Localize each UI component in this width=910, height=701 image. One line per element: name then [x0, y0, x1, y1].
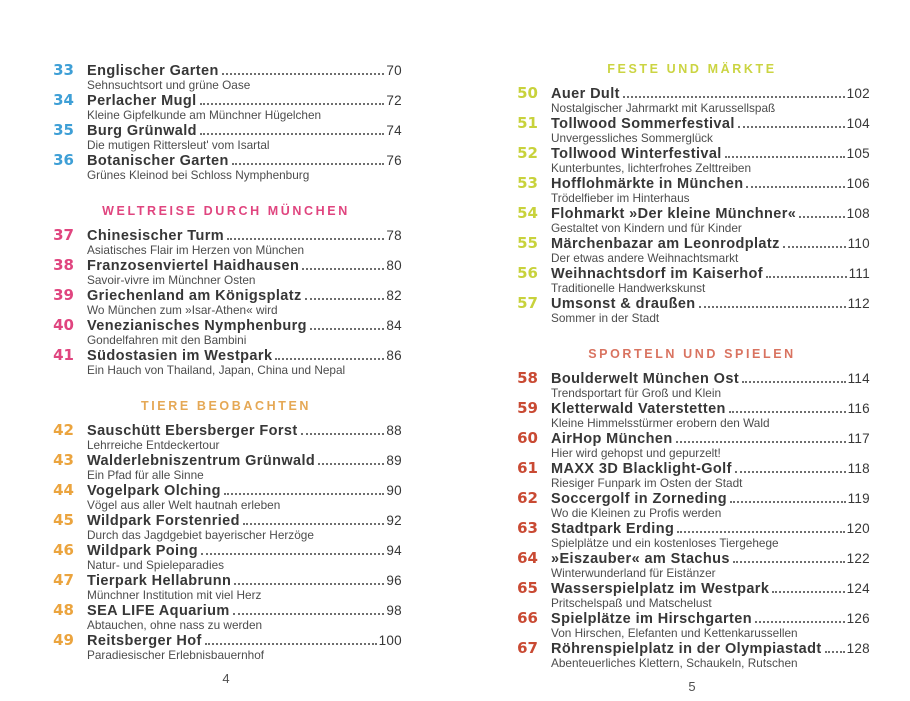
- toc-entry: [514, 85, 870, 115]
- leader-dots: [783, 246, 846, 248]
- toc-section: [50, 399, 402, 662]
- toc-section: [514, 347, 870, 670]
- entry-subtitle: Winterwunderland für Eistänzer: [551, 566, 716, 580]
- entry-subtitle: Kunterbuntes, lichterfrohes Zelttreiben: [551, 161, 751, 175]
- leader-dots: [200, 103, 385, 105]
- leader-dots: [825, 651, 845, 653]
- page-number-left: 4: [222, 671, 230, 686]
- entry-number: 53: [517, 174, 538, 192]
- toc-entry: [514, 550, 870, 580]
- entry-subtitle: Nostalgischer Jahrmarkt mit Karussellspaß: [551, 101, 776, 115]
- entry-page-number: 112: [847, 296, 870, 311]
- leader-dots: [799, 216, 844, 218]
- leader-dots: [224, 493, 385, 495]
- entry-title: Stadtpark Erding: [551, 521, 675, 537]
- entry-number: 44: [53, 481, 74, 499]
- entry-page-number: 78: [386, 228, 402, 243]
- section-entries: [50, 62, 402, 182]
- entry-page-number: 118: [847, 461, 870, 476]
- entry-page-number: 124: [846, 581, 870, 596]
- toc-entry-row: [514, 580, 870, 597]
- leader-dots: [232, 163, 385, 165]
- toc-sections-right: [514, 62, 870, 670]
- toc-entry: [50, 92, 402, 122]
- entry-title: Sauschütt Ebersberger Forst: [87, 423, 298, 439]
- toc-entry-row: [514, 460, 870, 477]
- entry-title: Röhrenspielplatz in der Olympiastadt: [551, 641, 822, 657]
- toc-entry-row: [50, 512, 402, 529]
- toc-entry: [50, 257, 402, 287]
- entry-number: 40: [53, 316, 74, 334]
- toc-section: [50, 204, 402, 377]
- toc-entry-row: [514, 175, 870, 192]
- entry-title: Auer Dult: [551, 86, 620, 102]
- toc-entry-row: [50, 482, 402, 499]
- entry-page-number: 108: [846, 206, 870, 221]
- leader-dots: [201, 553, 384, 555]
- entry-title: Weihnachtsdorf im Kaiserhof: [551, 266, 763, 282]
- entry-title: Spielplätze im Hirschgarten: [551, 611, 752, 627]
- entry-number: 56: [517, 264, 538, 282]
- section-entries: [50, 227, 402, 377]
- entry-title: Walderlebniszentrum Grünwald: [87, 453, 316, 469]
- toc-entry: [514, 400, 870, 430]
- toc-entry: [50, 542, 402, 572]
- entry-number: 43: [53, 451, 74, 469]
- entry-title: Soccergolf in Zorneding: [551, 491, 727, 507]
- entry-page-number: 106: [846, 176, 870, 191]
- toc-entry-row: [50, 572, 402, 589]
- entry-number: 49: [53, 631, 74, 649]
- toc-entry: [514, 370, 870, 400]
- entry-title: Wildpark Forstenried: [87, 513, 240, 529]
- toc-entry: [50, 512, 402, 542]
- entry-page-number: 128: [846, 641, 870, 656]
- toc-entry: [514, 115, 870, 145]
- entry-title: Kletterwald Vaterstetten: [551, 401, 726, 417]
- entry-page-number: 116: [847, 401, 870, 416]
- entry-subtitle: Ein Pfad für alle Sinne: [87, 468, 204, 482]
- toc-entry-row: [514, 115, 870, 132]
- entry-number: 36: [53, 151, 74, 169]
- entry-page-number: 120: [846, 521, 870, 536]
- toc-entry: [50, 482, 402, 512]
- leader-dots: [310, 328, 384, 330]
- entry-title: SEA LIFE Aquarium: [87, 603, 230, 619]
- entry-page-number: 100: [378, 633, 402, 648]
- entry-subtitle: Lehrreiche Entdeckertour: [87, 438, 220, 452]
- entry-number: 51: [517, 114, 538, 132]
- entry-page-number: 105: [846, 146, 870, 161]
- entry-number: 60: [517, 429, 538, 447]
- entry-subtitle: Münchner Institution mit viel Herz: [87, 588, 262, 602]
- entry-title: Griechenland am Königsplatz: [87, 288, 302, 304]
- entry-page-number: 104: [846, 116, 870, 131]
- leader-dots: [742, 381, 846, 383]
- toc-entry: [514, 145, 870, 175]
- entry-number: 35: [53, 121, 74, 139]
- leader-dots: [234, 583, 384, 585]
- toc-entry: [514, 430, 870, 460]
- toc-entry-row: [514, 640, 870, 657]
- toc-entry: [514, 295, 870, 325]
- toc-entry: [514, 610, 870, 640]
- entry-page-number: 96: [386, 573, 402, 588]
- entry-title: Wildpark Poing: [87, 543, 199, 559]
- entry-page-number: 110: [847, 236, 870, 251]
- toc-entry: [50, 452, 402, 482]
- section-entries: [514, 85, 870, 325]
- leader-dots: [730, 501, 846, 503]
- entry-title: Umsonst & draußen: [551, 296, 696, 312]
- entry-title: Reitsberger Hof: [87, 633, 202, 649]
- entry-page-number: 76: [386, 153, 402, 168]
- leader-dots: [729, 411, 846, 413]
- toc-entry-row: [514, 430, 870, 447]
- entry-subtitle: Trödelfieber im Hinterhaus: [551, 191, 690, 205]
- entry-subtitle: Wo München zum »Isar-Athen« wird: [87, 303, 278, 317]
- leader-dots: [301, 433, 385, 435]
- section-entries: [514, 370, 870, 670]
- toc-sections-left: [50, 62, 402, 662]
- toc-entry: [514, 460, 870, 490]
- leader-dots: [676, 441, 846, 443]
- leader-dots: [699, 306, 846, 308]
- entry-page-number: 80: [386, 258, 402, 273]
- entry-title: Wasserspielplatz im Westpark: [551, 581, 770, 597]
- entry-page-number: 84: [386, 318, 402, 333]
- toc-entry: [50, 632, 402, 662]
- toc-entry-row: [50, 287, 402, 304]
- entry-page-number: 90: [386, 483, 402, 498]
- toc-entry-row: [50, 602, 402, 619]
- entry-title: »Eiszauber« am Stachus: [551, 551, 730, 567]
- entry-subtitle: Abtauchen, ohne nass zu werden: [87, 618, 263, 632]
- leader-dots: [318, 463, 384, 465]
- entry-subtitle: Hier wird gehopst und gepurzelt!: [551, 446, 721, 460]
- toc-entry-row: [514, 145, 870, 162]
- toc-entry-row: [514, 550, 870, 567]
- entry-title: Märchenbazar am Leonrodplatz: [551, 236, 780, 252]
- entry-subtitle: Durch das Jagdgebiet bayerischer Herzöge: [87, 528, 314, 542]
- toc-entry-row: [50, 62, 402, 79]
- entry-number: 33: [53, 61, 74, 79]
- entry-subtitle: Sommer in der Stadt: [551, 311, 660, 325]
- entry-page-number: 119: [847, 491, 870, 506]
- leader-dots: [623, 96, 845, 98]
- entry-title: Tierpark Hellabrunn: [87, 573, 232, 589]
- entry-number: 58: [517, 369, 538, 387]
- toc-page-left: [50, 62, 402, 686]
- leader-dots: [302, 268, 384, 270]
- entry-number: 46: [53, 541, 74, 559]
- entry-page-number: 111: [848, 266, 870, 281]
- leader-dots: [735, 471, 846, 473]
- toc-entry-row: [514, 370, 870, 387]
- leader-dots: [222, 73, 385, 75]
- leader-dots: [772, 591, 844, 593]
- entry-subtitle: Kleine Gipfelkunde am Münchner Hügelchen: [87, 108, 322, 122]
- entry-number: 47: [53, 571, 74, 589]
- toc-entry-row: [50, 92, 402, 109]
- entry-number: 61: [517, 459, 538, 477]
- entry-page-number: 102: [846, 86, 870, 101]
- toc-entry-row: [514, 235, 870, 252]
- entry-title: Boulderwelt München Ost: [551, 371, 740, 387]
- entry-subtitle: Gestaltet von Kindern und für Kinder: [551, 221, 742, 235]
- entry-subtitle: Paradiesischer Erlebnisbauernhof: [87, 648, 265, 662]
- entry-title: MAXX 3D Blacklight-Golf: [551, 461, 732, 477]
- toc-entry-row: [514, 610, 870, 627]
- toc-entry: [50, 152, 402, 182]
- entry-page-number: 92: [386, 513, 402, 528]
- toc-entry-row: [50, 542, 402, 559]
- toc-entry: [50, 287, 402, 317]
- leader-dots: [275, 358, 384, 360]
- toc-entry: [50, 227, 402, 257]
- toc-entry-row: [514, 520, 870, 537]
- entry-title: AirHop München: [551, 431, 673, 447]
- entry-number: 50: [517, 84, 538, 102]
- entry-number: 48: [53, 601, 74, 619]
- toc-entry-row: [50, 452, 402, 469]
- entry-subtitle: Natur- und Spieleparadies: [87, 558, 225, 572]
- entry-page-number: 88: [386, 423, 402, 438]
- entry-number: 37: [53, 226, 74, 244]
- entry-subtitle: Unvergessliches Sommerglück: [551, 131, 713, 145]
- entry-title: Franzosenviertel Haidhausen: [87, 258, 300, 274]
- entry-page-number: 98: [386, 603, 402, 618]
- leader-dots: [233, 613, 385, 615]
- entry-title: Botanischer Garten: [87, 153, 229, 169]
- toc-entry-row: [514, 265, 870, 282]
- toc-entry: [50, 347, 402, 377]
- entry-number: 65: [517, 579, 538, 597]
- entry-subtitle: Spielplätze und ein kostenloses Tiergehege: [551, 536, 779, 550]
- entry-page-number: 94: [386, 543, 402, 558]
- leader-dots: [725, 156, 845, 158]
- entry-number: 63: [517, 519, 538, 537]
- toc-entry-row: [50, 227, 402, 244]
- toc-page-right: [514, 62, 870, 694]
- toc-entry-row: [50, 422, 402, 439]
- leader-dots: [227, 238, 384, 240]
- entry-number: 34: [53, 91, 74, 109]
- leader-dots: [243, 523, 384, 525]
- entry-number: 41: [53, 346, 74, 364]
- section-header: SPORTELN UND SPIELEN: [588, 347, 796, 361]
- entry-subtitle: Pritschelspaß und Matschelust: [551, 596, 712, 610]
- entry-page-number: 122: [846, 551, 870, 566]
- entry-number: 55: [517, 234, 538, 252]
- entry-subtitle: Vögel aus aller Welt hautnah erleben: [87, 498, 281, 512]
- entry-number: 54: [517, 204, 538, 222]
- entry-subtitle: Trendsportart für Groß und Klein: [551, 386, 722, 400]
- entry-number: 59: [517, 399, 538, 417]
- entry-title: Englischer Garten: [87, 63, 219, 79]
- toc-section: [514, 62, 870, 325]
- entry-number: 62: [517, 489, 538, 507]
- leader-dots: [746, 186, 844, 188]
- entry-subtitle: Wo die Kleinen zu Profis werden: [551, 506, 722, 520]
- leader-dots: [766, 276, 847, 278]
- entry-title: Flohmarkt »Der kleine Münchner«: [551, 206, 797, 222]
- entry-page-number: 86: [386, 348, 402, 363]
- leader-dots: [205, 643, 377, 645]
- entry-number: 45: [53, 511, 74, 529]
- entry-subtitle: Sehnsuchtsort und grüne Oase: [87, 78, 251, 92]
- toc-entry: [514, 205, 870, 235]
- entry-number: 52: [517, 144, 538, 162]
- toc-entry-row: [514, 85, 870, 102]
- leader-dots: [305, 298, 385, 300]
- page-number-right: 5: [688, 679, 696, 694]
- toc-entry: [50, 572, 402, 602]
- entry-title: Vogelpark Olching: [87, 483, 221, 499]
- toc-entry: [514, 520, 870, 550]
- toc-entry-row: [514, 205, 870, 222]
- entry-page-number: 114: [847, 371, 870, 386]
- entry-subtitle: Abenteuerliches Klettern, Schaukeln, Rutschen: [551, 656, 798, 670]
- entry-subtitle: Der etwas andere Weihnachtsmarkt: [551, 251, 739, 265]
- toc-entry-row: [514, 400, 870, 417]
- entry-page-number: 89: [386, 453, 402, 468]
- toc-entry: [514, 490, 870, 520]
- toc-entry-row: [50, 152, 402, 169]
- section-header: WELTREISE DURCH MÜNCHEN: [102, 204, 350, 218]
- entry-subtitle: Riesiger Funpark im Osten der Stadt: [551, 476, 743, 490]
- entry-page-number: 82: [386, 288, 402, 303]
- toc-entry: [514, 175, 870, 205]
- leader-dots: [677, 531, 844, 533]
- entry-number: 64: [517, 549, 538, 567]
- toc-entry: [50, 602, 402, 632]
- entry-subtitle: Gondelfahren mit den Bambini: [87, 333, 247, 347]
- entry-subtitle: Kleine Himmelsstürmer erobern den Wald: [551, 416, 770, 430]
- entry-subtitle: Von Hirschen, Elefanten und Kettenkarussellen: [551, 626, 798, 640]
- toc-entry: [514, 265, 870, 295]
- leader-dots: [200, 133, 384, 135]
- entry-subtitle: Asiatisches Flair im Herzen von München: [87, 243, 305, 257]
- entry-subtitle: Grünes Kleinod bei Schloss Nymphenburg: [87, 168, 310, 182]
- toc-entry: [50, 422, 402, 452]
- toc-entry: [514, 580, 870, 610]
- entry-number: 42: [53, 421, 74, 439]
- entry-page-number: 72: [386, 93, 402, 108]
- entry-page-number: 117: [847, 431, 870, 446]
- entry-title: Chinesischer Turm: [87, 228, 225, 244]
- entry-title: Venezianisches Nymphenburg: [87, 318, 307, 334]
- toc-entry-row: [514, 295, 870, 312]
- section-header: FESTE UND MÄRKTE: [607, 62, 777, 76]
- entry-title: Tollwood Winterfestival: [551, 146, 722, 162]
- entry-subtitle: Die mutigen Rittersleut' vom Isartal: [87, 138, 270, 152]
- toc-entry-row: [50, 317, 402, 334]
- toc-entry-row: [50, 257, 402, 274]
- toc-entry-row: [50, 122, 402, 139]
- section-entries: [50, 422, 402, 662]
- toc-entry: [50, 317, 402, 347]
- toc-entry: [514, 235, 870, 265]
- entry-number: 67: [517, 639, 538, 657]
- entry-title: Perlacher Mugl: [87, 93, 197, 109]
- entry-subtitle: Ein Hauch von Thailand, Japan, China und Nepal: [87, 363, 346, 377]
- toc-entry: [514, 640, 870, 670]
- toc-entry-row: [50, 347, 402, 364]
- toc-section: [50, 62, 402, 182]
- toc-entry-row: [514, 490, 870, 507]
- entry-number: 38: [53, 256, 74, 274]
- entry-title: Hofflohmärkte in München: [551, 176, 744, 192]
- leader-dots: [733, 561, 845, 563]
- entry-title: Burg Grünwald: [87, 123, 197, 139]
- entry-page-number: 70: [386, 63, 402, 78]
- entry-number: 39: [53, 286, 74, 304]
- section-header: TIERE BEOBACHTEN: [140, 399, 312, 413]
- entry-subtitle: Savoir-vivre im Münchner Osten: [87, 273, 256, 287]
- entry-page-number: 126: [846, 611, 870, 626]
- leader-dots: [755, 621, 845, 623]
- toc-entry: [50, 62, 402, 92]
- toc-entry-row: [50, 632, 402, 649]
- entry-subtitle: Traditionelle Handwerkskunst: [551, 281, 706, 295]
- leader-dots: [738, 126, 845, 128]
- entry-page-number: 74: [386, 123, 402, 138]
- entry-title: Tollwood Sommerfestival: [551, 116, 735, 132]
- entry-number: 57: [517, 294, 538, 312]
- entry-title: Südostasien im Westpark: [87, 348, 273, 364]
- toc-entry: [50, 122, 402, 152]
- entry-number: 66: [517, 609, 538, 627]
